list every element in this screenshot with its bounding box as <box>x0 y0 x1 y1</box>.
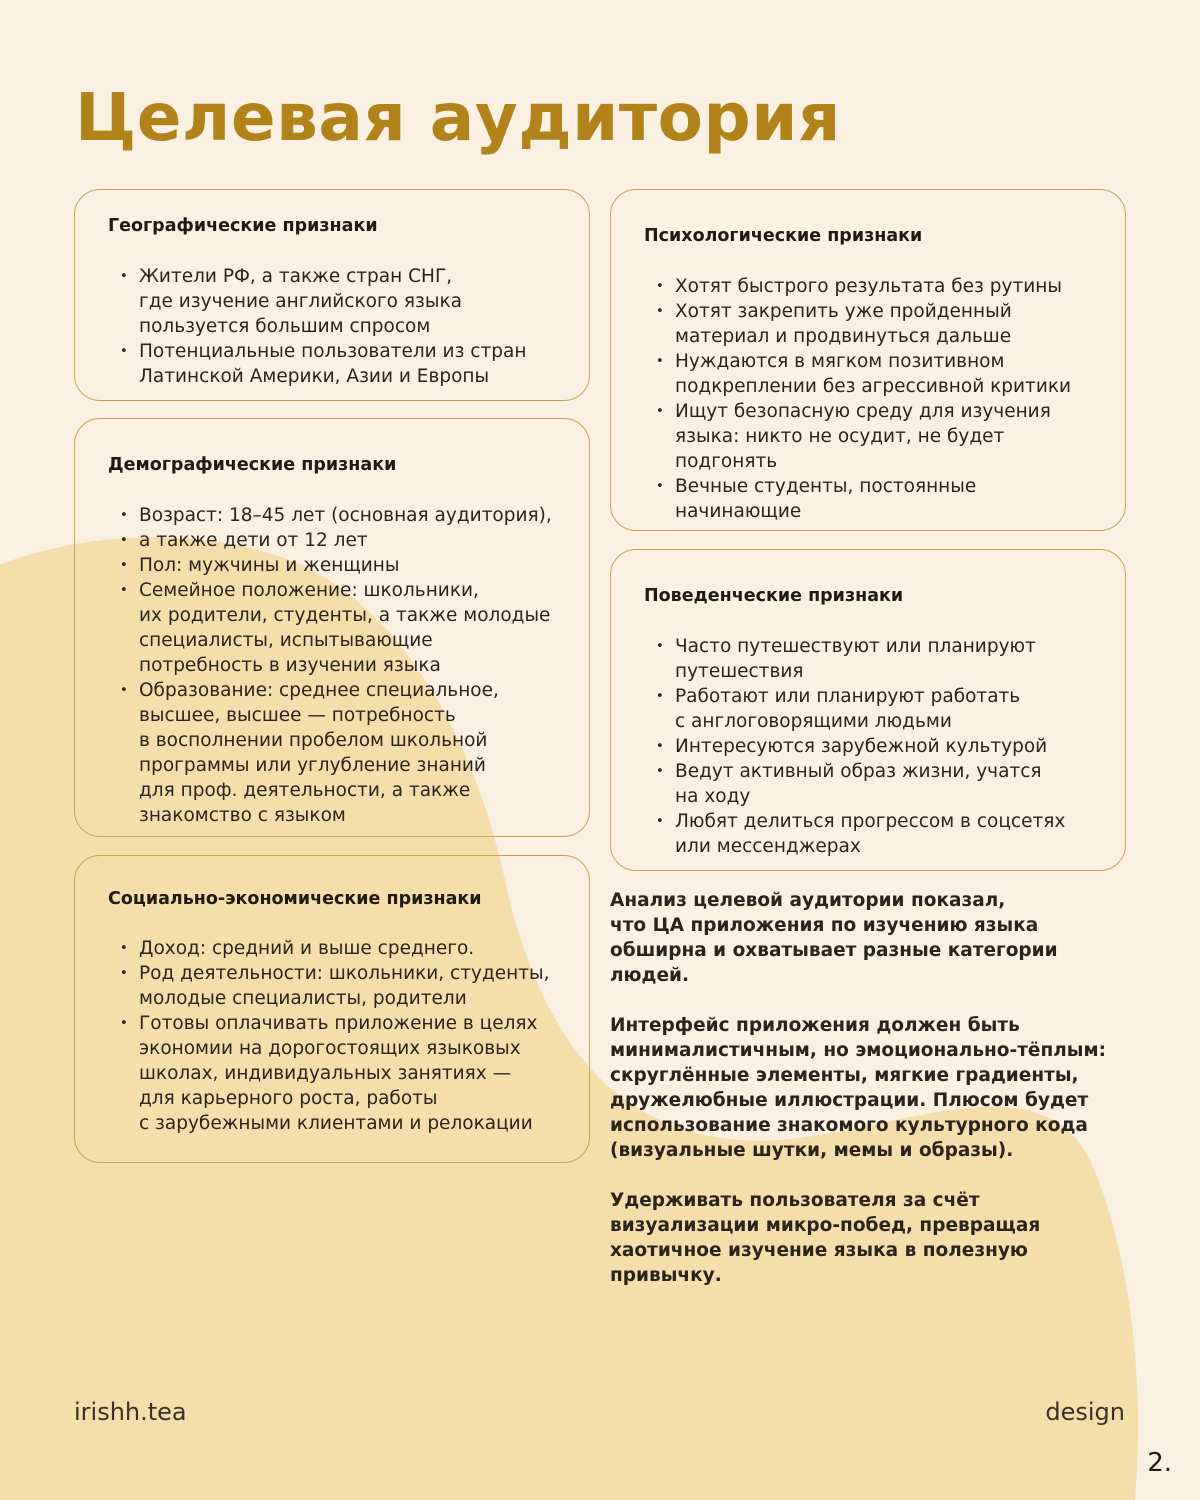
card-demographic <box>74 418 590 837</box>
footer-category: design <box>1045 1398 1125 1426</box>
list-item: • Ищут безопасную среду для изучения языка: никто не осудит, не будет подгонять <box>645 399 1125 474</box>
list-item: • Хотят быстрого результата без рутины <box>645 274 1125 299</box>
list-item: • Интересуются зарубежной культурой <box>645 734 1125 759</box>
list-item: • Образование: среднее специальное, высшее, высшее — потребность в восполнении пробелом школьной программы или углубление знаний для проф. деятельности, а также знакомство с языком <box>109 678 579 828</box>
summary-paragraph: Удерживать пользователя за счёт визуализации микро-побед, превращая хаотичное изучение языка в полезную привычку. <box>610 1190 1041 1286</box>
list-item: • Нуждаются в мягком позитивном подкреплении без агрессивной критики <box>645 349 1125 399</box>
card-behavioral <box>610 549 1126 871</box>
card-heading: Географические признаки <box>108 216 378 236</box>
card-socioeconomic <box>74 855 590 1163</box>
card-heading: Поведенческие признаки <box>644 586 904 606</box>
card-geographic <box>74 189 590 401</box>
card-heading: Демографические признаки <box>108 455 397 475</box>
bullet-list <box>109 936 579 1136</box>
page-title: Целевая аудитория <box>75 79 841 156</box>
author-handle: irishh.tea <box>74 1398 187 1426</box>
card-heading: Социально-экономические признаки <box>108 889 482 909</box>
bullet-list <box>645 274 1125 524</box>
bullet-list <box>109 503 579 828</box>
summary-paragraph: Интерфейс приложения должен быть минималистичным, но эмоционально-тёплым: скруглённые элементы, мягкие градиенты, дружелюбные иллюстрации. Плюсом будет использование знакомого культурного кода (визуальные шутки, мемы и образы). <box>610 1015 1107 1161</box>
list-item: • Жители РФ, а также стран СНГ, где изучение английского языка пользуется большим спросом <box>109 264 579 339</box>
list-item: • Ведут активный образ жизни, учатся на ходу <box>645 759 1125 809</box>
list-item: • Хотят закрепить уже пройденный материал и продвинуться дальше <box>645 299 1125 349</box>
list-item: • Любят делиться прогрессом в соцсетях или мессенджерах <box>645 809 1125 859</box>
list-item: • Потенциальные пользователи из стран Латинской Америки, Азии и Европы <box>109 339 579 389</box>
card-heading: Психологические признаки <box>644 226 923 246</box>
list-item: • Семейное положение: школьники, их родители, студенты, а также молодые специалисты, испытывающие потребность в изучении языка <box>109 578 579 678</box>
list-item: • Возраст: 18–45 лет (основная аудитория), <box>109 503 579 528</box>
page-number: 2. <box>1147 1448 1172 1478</box>
summary-block <box>610 888 1130 1313</box>
list-item: • Часто путешествуют или планируют путешествия <box>645 634 1125 684</box>
bullet-list <box>109 264 579 389</box>
list-item: • Род деятельности: школьники, студенты, молодые специалисты, родители <box>109 961 579 1011</box>
list-item: • а также дети от 12 лет <box>109 528 579 553</box>
bullet-list <box>645 634 1125 859</box>
card-psychological <box>610 189 1126 531</box>
summary-paragraph: Анализ целевой аудитории показал, что ЦА приложения по изучению языка обширна и охватывает разные категории людей. <box>610 890 1058 986</box>
list-item: • Готовы оплачивать приложение в целях экономии на дорогостоящих языковых школах, индивидуальных занятиях — для карьерного роста, работы с зарубежными клиентами и релокации <box>109 1011 579 1136</box>
list-item: • Пол: мужчины и женщины <box>109 553 579 578</box>
list-item: • Работают или планируют работать с англоговорящими людьми <box>645 684 1125 734</box>
list-item: • Доход: средний и выше среднего. <box>109 936 579 961</box>
list-item: • Вечные студенты, постоянные начинающие <box>645 474 1125 524</box>
